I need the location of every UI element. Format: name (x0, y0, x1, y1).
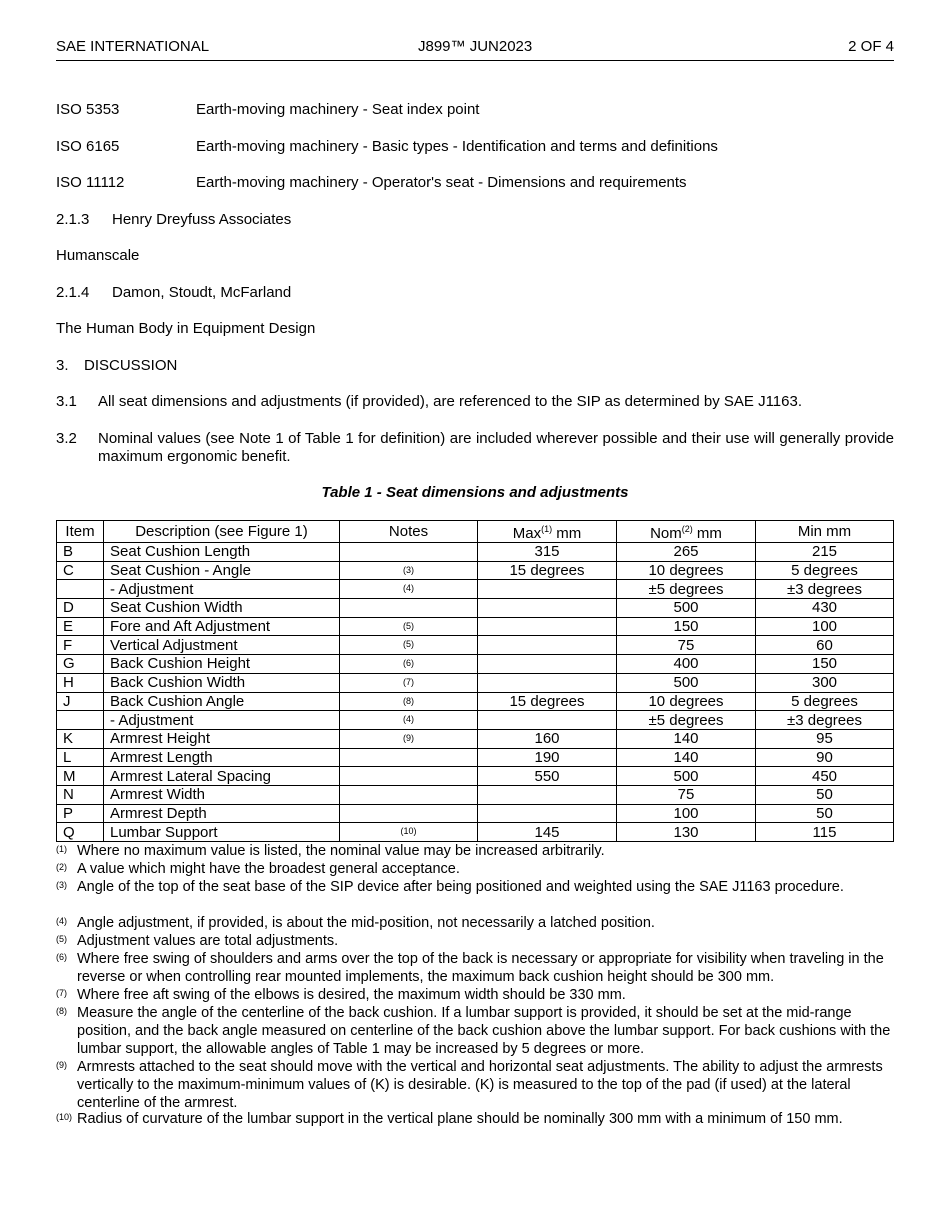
cell-description: Armrest Height (104, 729, 340, 748)
cell-description: - Adjustment (104, 711, 340, 730)
cell-max (478, 673, 617, 692)
cell-nom: 75 (617, 636, 756, 655)
cell-note: (8) (340, 692, 478, 711)
cell-item: Q (57, 823, 104, 842)
footnote-text: Armrests attached to the seat should move with the vertical and horizontal seat adjustments. The ability to adjust the armrests vertically to the maximum-minimum values of (K) is desirable. (K) is measured to the top of the pad (if used) at the lateral centerline of the armrest. (77, 1059, 883, 1111)
cell-max: 190 (478, 748, 617, 767)
reference-title: Earth-moving machinery - Seat index point (196, 101, 480, 118)
cell-max: 550 (478, 767, 617, 786)
cell-max: 15 degrees (478, 692, 617, 711)
table-row (57, 561, 894, 580)
cell-note (340, 804, 478, 823)
cell-description: Armrest Width (104, 785, 340, 804)
cell-min: 115 (756, 823, 894, 842)
header-doc-id: J899™ JUN2023 (418, 38, 533, 55)
cell-item: K (57, 729, 104, 748)
footnote-text: Adjustment values are total adjustments. (77, 933, 339, 949)
cell-description: Armrest Lateral Spacing (104, 767, 340, 786)
footnote-text: Where free aft swing of the elbows is desired, the maximum width should be 330 mm. (77, 987, 626, 1003)
reference-code: ISO 11112 (56, 174, 125, 191)
footnote-text: Where free swing of shoulders and arms over the top of the back is necessary or appropriate for visibility when traveling in the reverse or when controlling rear mounted implements, the maximum back cushion height should be 300 mm. (77, 951, 884, 985)
header-page-number: 2 OF 4 (848, 38, 894, 55)
cell-max (478, 636, 617, 655)
table-row (57, 785, 894, 804)
cell-item: L (57, 748, 104, 767)
footnote-marker: (9) (56, 1060, 67, 1070)
cell-nom: 140 (617, 748, 756, 767)
footnote-text: Measure the angle of the centerline of the back cushion. If a lumbar support is provided, it should be set at the mid-range position, and the back angle measured on centerline of the back cushion above the lumbar support. For back cushions with the lumbar support, the allowable angles of Table 1 may be increased by 5 degrees or more. (77, 1005, 891, 1057)
cell-note: (4) (340, 580, 478, 599)
footnote-text: Where no maximum value is listed, the nominal value may be increased arbitrarily. (77, 843, 605, 859)
footnote (56, 932, 894, 950)
cell-max (478, 580, 617, 599)
cell-nom: 100 (617, 804, 756, 823)
cell-note: (5) (340, 636, 478, 655)
table-row (57, 599, 894, 618)
paragraph-text: All seat dimensions and adjustments (if provided), are referenced to the SIP as determined by SAE J1163. (98, 393, 802, 410)
cell-description: Seat Cushion Width (104, 599, 340, 618)
reference-code: ISO 5353 (56, 101, 120, 118)
cell-description: Armrest Depth (104, 804, 340, 823)
footnote (56, 1058, 894, 1112)
cell-item: J (57, 692, 104, 711)
paragraph-number: 3.2 (56, 430, 77, 447)
cell-note (340, 748, 478, 767)
cell-note: (7) (340, 673, 478, 692)
header-notes: Notes (340, 521, 478, 543)
footnote-text: Radius of curvature of the lumbar support in the vertical plane should be nominally 300 mm with a minimum of 150 mm. (77, 1111, 843, 1127)
cell-min: 5 degrees (756, 692, 894, 711)
footnote (56, 878, 894, 896)
header-item: Item (57, 521, 104, 543)
section-number: 2.1.3 (56, 211, 90, 228)
footnote (56, 1004, 894, 1058)
cell-note (340, 785, 478, 804)
header-description: Description (see Figure 1) (104, 521, 340, 543)
cell-max: 145 (478, 823, 617, 842)
cell-item: P (57, 804, 104, 823)
section-title: Henry Dreyfuss Associates (112, 211, 292, 228)
cell-description: - Adjustment (104, 580, 340, 599)
footnote-text: Angle of the top of the seat base of the SIP device after being positioned and weighted using the SAE J1163 procedure. (77, 879, 844, 895)
cell-note: (5) (340, 617, 478, 636)
footnote-marker: (10) (56, 1112, 73, 1122)
section-number: 3. (56, 357, 69, 374)
cell-description: Seat Cushion Length (104, 543, 340, 562)
cell-description: Vertical Adjustment (104, 636, 340, 655)
header-max-label: Max (512, 525, 542, 542)
header-min: Min mm (756, 521, 894, 543)
section-3-heading (56, 357, 177, 374)
table-caption: Table 1 - Seat dimensions and adjustments (321, 484, 629, 501)
table-row (57, 767, 894, 786)
cell-max (478, 599, 617, 618)
footnote-marker: (1) (56, 844, 67, 854)
footnote (56, 860, 894, 878)
cell-item: N (57, 785, 104, 804)
footnote-marker: (2) (56, 862, 67, 872)
table-header-row (57, 521, 894, 543)
cell-item: C (57, 561, 104, 580)
section-2-1-4-document: The Human Body in Equipment Design (56, 320, 316, 337)
cell-nom: ±5 degrees (617, 711, 756, 730)
cell-description: Armrest Length (104, 748, 340, 767)
footnote (56, 950, 894, 986)
cell-max: 315 (478, 543, 617, 562)
cell-max (478, 617, 617, 636)
footnote (56, 842, 894, 860)
footnote-marker: (8) (56, 1006, 67, 1016)
table-row (57, 692, 894, 711)
page-header (56, 38, 894, 61)
paragraph-text: Nominal values (see Note 1 of Table 1 for definition) are included wherever possible and their use will generally provide maximum ergonomic benefit. (98, 430, 894, 465)
cell-note (340, 767, 478, 786)
cell-item: F (57, 636, 104, 655)
cell-description: Back Cushion Angle (104, 692, 340, 711)
footnote-text: A value which might have the broadest general acceptance. (77, 861, 460, 877)
cell-note: (6) (340, 655, 478, 674)
section-title: Damon, Stoudt, McFarland (112, 284, 292, 301)
cell-max (478, 711, 617, 730)
header-max (478, 521, 617, 543)
cell-min: 300 (756, 673, 894, 692)
cell-nom: 10 degrees (617, 692, 756, 711)
cell-note: (10) (340, 823, 478, 842)
paragraph-3-2 (56, 430, 894, 466)
cell-min: 60 (756, 636, 894, 655)
cell-note: (9) (340, 729, 478, 748)
cell-min: 100 (756, 617, 894, 636)
cell-nom: 500 (617, 599, 756, 618)
table-row (57, 729, 894, 748)
table-row (57, 673, 894, 692)
cell-note: (4) (340, 711, 478, 730)
header-nom-unit: mm (692, 525, 722, 542)
cell-nom: 150 (617, 617, 756, 636)
cell-item: M (57, 767, 104, 786)
cell-description: Back Cushion Width (104, 673, 340, 692)
cell-min: 95 (756, 729, 894, 748)
cell-note (340, 543, 478, 562)
cell-max (478, 655, 617, 674)
table-row (57, 636, 894, 655)
table-row (57, 543, 894, 562)
cell-nom: 10 degrees (617, 561, 756, 580)
section-title: DISCUSSION (84, 357, 178, 374)
header-nom-note: (2) (681, 524, 693, 534)
paragraph-number: 3.1 (56, 393, 77, 410)
cell-nom: 265 (617, 543, 756, 562)
section-2-1-3-document: Humanscale (56, 247, 140, 264)
table-row (57, 823, 894, 842)
table-row (57, 804, 894, 823)
cell-description: Lumbar Support (104, 823, 340, 842)
footnote-marker: (3) (56, 880, 67, 890)
cell-min: ±3 degrees (756, 580, 894, 599)
cell-min: 90 (756, 748, 894, 767)
footnote-marker: (4) (56, 916, 67, 926)
cell-nom: 500 (617, 767, 756, 786)
header-max-note: (1) (541, 524, 553, 534)
cell-item: H (57, 673, 104, 692)
footnote-marker: (6) (56, 952, 67, 962)
reference-code: ISO 6165 (56, 138, 120, 155)
cell-description: Back Cushion Height (104, 655, 340, 674)
footnote (56, 914, 894, 932)
cell-nom: 130 (617, 823, 756, 842)
cell-nom: 140 (617, 729, 756, 748)
cell-note (340, 599, 478, 618)
cell-item: D (57, 599, 104, 618)
cell-max: 15 degrees (478, 561, 617, 580)
reference-title: Earth-moving machinery - Basic types - Identification and terms and definitions (196, 138, 718, 155)
cell-item (57, 580, 104, 599)
table-row (57, 711, 894, 730)
section-number: 2.1.4 (56, 284, 90, 301)
cell-item: E (57, 617, 104, 636)
cell-max: 160 (478, 729, 617, 748)
cell-min: 430 (756, 599, 894, 618)
reference-title: Earth-moving machinery - Operator's seat - Dimensions and requirements (196, 174, 687, 191)
cell-item: B (57, 543, 104, 562)
cell-description: Fore and Aft Adjustment (104, 617, 340, 636)
cell-max (478, 804, 617, 823)
cell-min: 215 (756, 543, 894, 562)
footnote (56, 1110, 894, 1128)
cell-note: (3) (340, 561, 478, 580)
header-nom-label: Nom (650, 525, 682, 542)
header-org: SAE INTERNATIONAL (56, 38, 210, 55)
header-nom (617, 521, 756, 543)
cell-min: 5 degrees (756, 561, 894, 580)
cell-min: 50 (756, 804, 894, 823)
section-2-1-4-heading (56, 284, 291, 301)
cell-min: 450 (756, 767, 894, 786)
cell-description: Seat Cushion - Angle (104, 561, 340, 580)
footnote-marker: (5) (56, 934, 67, 944)
table-row (57, 617, 894, 636)
cell-nom: 400 (617, 655, 756, 674)
table-row (57, 655, 894, 674)
cell-nom: 500 (617, 673, 756, 692)
cell-min: 150 (756, 655, 894, 674)
seat-dimensions-table (56, 520, 894, 842)
cell-nom: 75 (617, 785, 756, 804)
footnote-text: Angle adjustment, if provided, is about the mid-position, not necessarily a latched position. (77, 915, 655, 931)
header-max-unit: mm (552, 525, 582, 542)
cell-nom: ±5 degrees (617, 580, 756, 599)
footnote-marker: (7) (56, 988, 67, 998)
cell-max (478, 785, 617, 804)
table-row (57, 580, 894, 599)
cell-min: 50 (756, 785, 894, 804)
footnote (56, 986, 894, 1004)
cell-item (57, 711, 104, 730)
cell-min: ±3 degrees (756, 711, 894, 730)
section-2-1-3-heading (56, 211, 291, 228)
table-row (57, 748, 894, 767)
paragraph-3-1 (56, 393, 894, 411)
cell-item: G (57, 655, 104, 674)
